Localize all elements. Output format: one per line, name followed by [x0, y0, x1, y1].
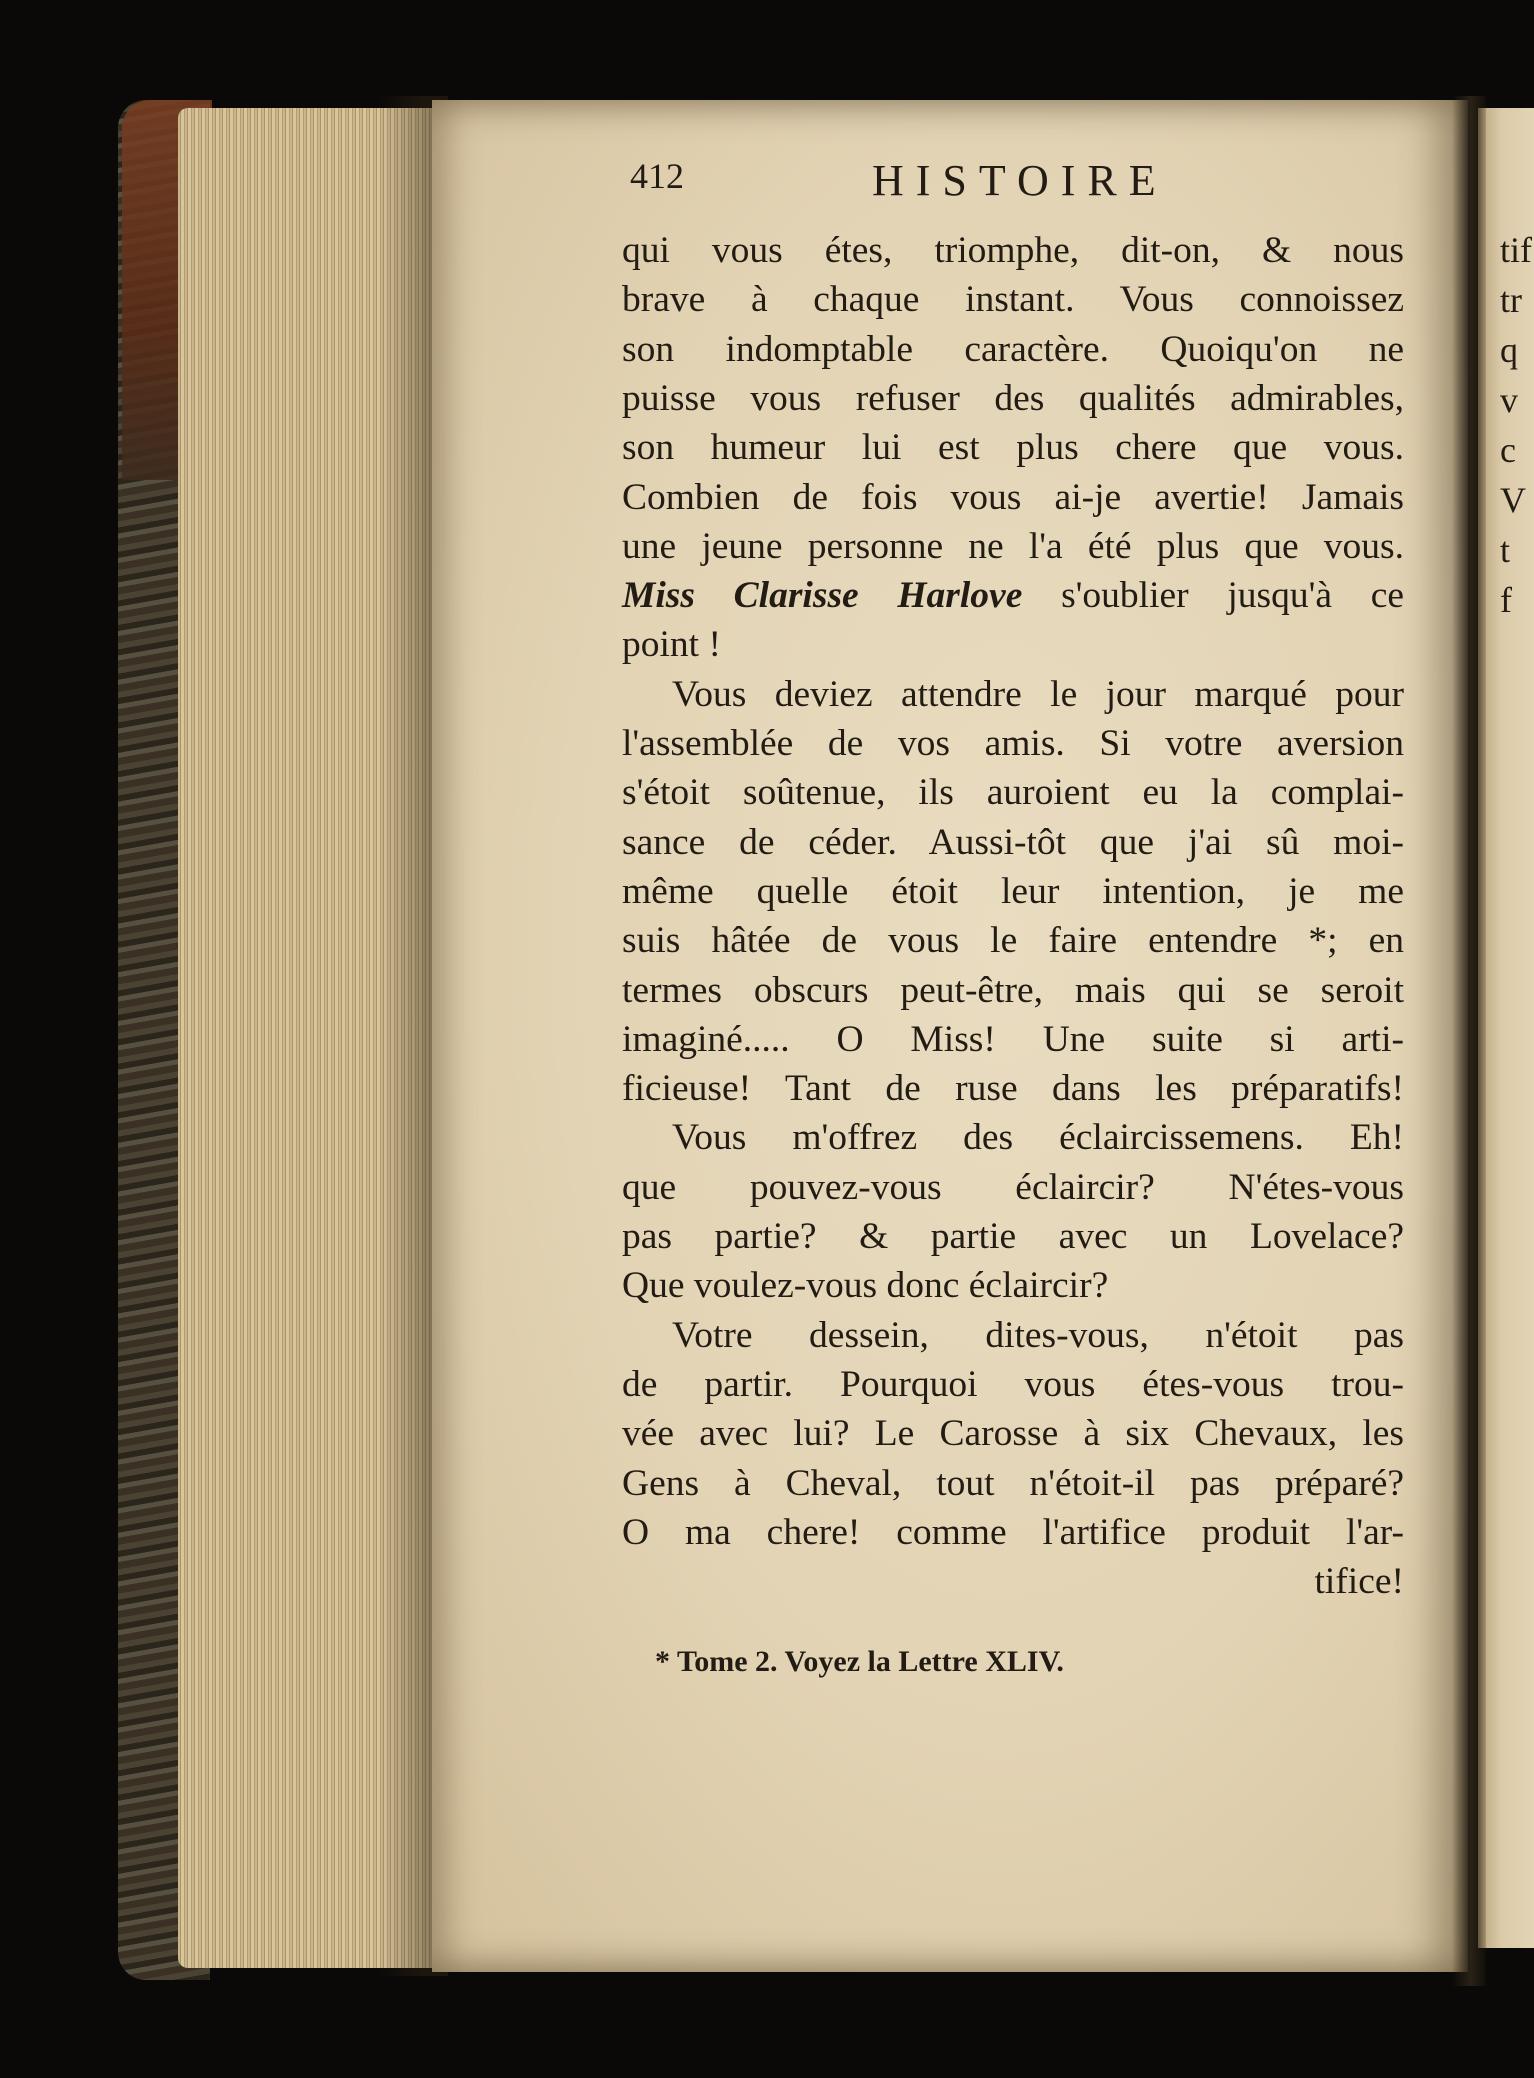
text-line: Combien de fois vous ai-je avertie! Jamais [622, 476, 1404, 518]
text-line: l'assemblée de vos amis. Si votre aversion [622, 723, 1404, 764]
text-line: vée avec lui? Le Carosse à six Chevaux, les [622, 1413, 1404, 1455]
text-line: Gens à Cheval, tout n'étoit-il pas préparé? [622, 1462, 1404, 1504]
book-gutter [1452, 96, 1486, 1986]
text-line: une jeune personne ne l'a été plus que vous. [622, 525, 1404, 567]
text-line: sance de céder. Aussi-tôt que j'ai sû moi- [622, 821, 1404, 863]
text-line: ficieuse! Tant de ruse dans les préparatifs! [622, 1068, 1404, 1110]
text-line: Que voulez-vous donc éclaircir? [622, 1265, 1109, 1307]
text-line: O ma chere! comme l'artifice produit l'ar- [622, 1511, 1404, 1553]
text-line: point ! [622, 624, 721, 666]
text-line: Vous deviez attendre le jour marqué pour [672, 673, 1404, 715]
page-header [622, 155, 1404, 205]
text-line: puisse vous refuser des qualités admirables, [622, 377, 1404, 419]
running-head: HISTOIRE [872, 156, 1168, 205]
text-line: imaginé..... O Miss! Une suite si arti- [622, 1018, 1404, 1060]
text-line: Votre dessein, dites-vous, n'étoit pas [672, 1314, 1404, 1356]
facing-fragment: v [1500, 380, 1518, 420]
facing-fragment: f [1500, 580, 1512, 620]
text-line: que pouvez-vous éclaircir? N'étes-vous [622, 1166, 1404, 1208]
facing-fragment: tif [1500, 230, 1532, 270]
text-line: même quelle étoit leur intention, je me [622, 870, 1404, 912]
text-line: de partir. Pourquoi vous étes-vous trou- [622, 1363, 1404, 1405]
text-line: son indomptable caractère. Quoiqu'on ne [622, 328, 1404, 370]
text-line [622, 573, 1404, 619]
line-rest: s'oublier jusqu'à ce [1061, 575, 1404, 617]
text-line: pas partie? & partie avec un Lovelace? [622, 1216, 1404, 1257]
italic-name: Miss Clarisse Harlove [622, 575, 1062, 617]
text-line: s'étoit soûtenue, ils auroient eu la complai- [622, 772, 1404, 814]
facing-fragment: V [1500, 480, 1526, 520]
text-line: Vous m'offrez des éclaircissemens. Eh! [672, 1117, 1404, 1159]
facing-fragment: t [1500, 530, 1511, 570]
page-number: 412 [630, 156, 684, 196]
facing-fragment: tr [1500, 280, 1522, 320]
footnote: * Tome 2. Voyez la Lettre XLIV. [655, 1645, 1064, 1678]
text-line: suis hâtée de vous le faire entendre *; en [622, 920, 1404, 962]
text-line: termes obscurs peut-être, mais qui se seroit [622, 969, 1404, 1011]
facing-fragment: c [1500, 430, 1516, 470]
text-line: brave à chaque instant. Vous connoissez [622, 279, 1404, 321]
facing-page-text [1500, 225, 1534, 625]
text-line: tifice! [1314, 1561, 1404, 1603]
text-line: son humeur lui est plus chere que vous. [622, 427, 1404, 469]
text-line: qui vous étes, triomphe, dit-on, & nous [622, 230, 1404, 271]
facing-fragment: q [1500, 330, 1518, 370]
